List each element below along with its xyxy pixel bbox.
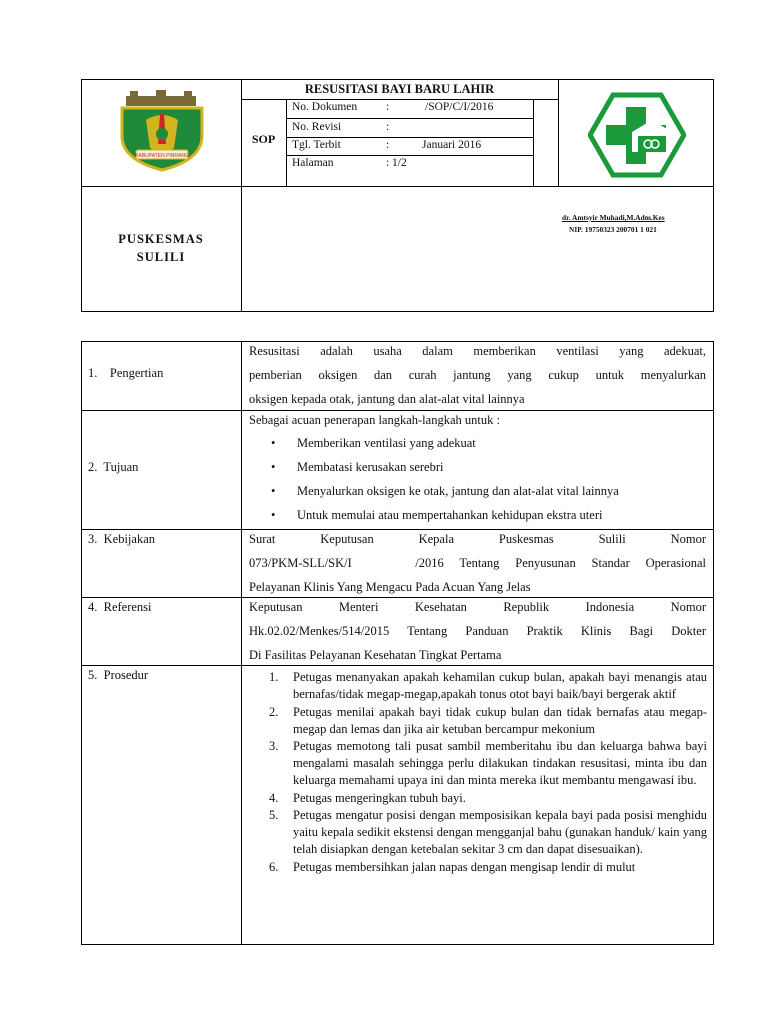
section-number: 5. — [88, 668, 98, 682]
text-line: pemberian oksigen dan curah jantung yang cukup untuk menyalurkan — [249, 368, 706, 382]
list-item — [245, 455, 706, 479]
text-line: Di Fasilitas Pelayanan Kesehatan Tingkat Pertama — [249, 648, 502, 662]
bullet-text: Untuk memulai atau mempertahankan kehidupan ekstra uteri — [297, 508, 603, 522]
prosedur-text — [241, 669, 707, 876]
signer-nip: NIP. 19750323 200701 1 021 — [569, 225, 657, 234]
text-line: Keputusan Menteri Kesehatan Republik Indonesia Nomor — [249, 600, 706, 614]
row-sep: : — [386, 101, 390, 113]
text-line: Resusitasi adalah usaha dalam memberikan ventilasi yang adekuat, — [249, 344, 706, 358]
row-prosedur-label — [88, 668, 148, 683]
step-text: Petugas mengeringkan tubuh bayi. — [293, 790, 466, 805]
section-title: Kebijakan — [103, 532, 155, 546]
row-sep: : — [386, 121, 390, 133]
puskesmas-cross-icon — [588, 92, 686, 178]
bullet-icon: • — [271, 484, 276, 498]
tujuan-text — [249, 409, 706, 527]
step-number: 5. — [269, 808, 279, 822]
text-line: Surat Keputusan Kepala Puskesmas Sulili Nomor — [249, 532, 706, 546]
tujuan-intro: Sebagai acuan penerapan langkah-langkah untuk : — [249, 413, 500, 427]
referensi-text — [249, 595, 706, 667]
step-number: 3. — [269, 739, 279, 753]
text-line: oksigen kepada otak, jantung dan alat-alat vital lainnya — [249, 392, 525, 406]
section-title: Tujuan — [103, 460, 139, 474]
section-title: Prosedur — [103, 668, 149, 682]
step-text: Petugas memotong tali pusat sambil memberitahu ibu dan keluarga bahwa bayi mengalami masalah sehingga perlu dilakukan tindakan resusitasi, minta ibu dan keluarga memahami upaya ini dan minta mereka ikut membantu mengawasi ibu. — [293, 739, 707, 787]
bullet-text: Memberikan ventilasi yang adekuat — [297, 436, 476, 450]
list-item — [245, 431, 706, 455]
list-item — [245, 503, 706, 527]
row-value: Januari 2016 — [422, 139, 482, 151]
step-number: 1. — [269, 670, 279, 684]
row-label: No. Dokumen — [292, 101, 358, 113]
row-label: Halaman — [292, 157, 334, 169]
signer-name: dr. Amtsyir Muhadi,M.Adm.Kes — [562, 213, 665, 222]
section-number: 3. — [88, 532, 98, 546]
list-item — [245, 479, 706, 503]
step-number: 2. — [269, 704, 279, 719]
logo-banner-text: KABUPATEN PINRANG — [135, 153, 189, 159]
section-number: 4. — [88, 600, 98, 614]
row-label: No. Revisi — [292, 121, 342, 133]
step-text: Petugas menilai apakah bayi tidak cukup bulan dan tidak bernafas atau megap-megap dan lemas dan jika air ketuban bercampur mekonium — [293, 704, 707, 736]
section-title: Pengertian — [109, 366, 164, 380]
puskesmas-name — [81, 230, 241, 266]
sop-label: SOP — [251, 132, 276, 146]
sop-title: RESUSITASI BAYI BARU LAHIR — [304, 82, 495, 96]
kebijakan-text — [249, 527, 706, 599]
list-item — [241, 807, 707, 858]
text-line: 073/PKM-SLL/SK/I /2016 Tentang Penyusunan Standar Operasional — [249, 556, 706, 570]
bullet-icon: • — [271, 460, 276, 474]
step-text: Petugas menanyakan apakah kehamilan cukup bulan, apakah bayi menangis atau bernafas/tidak megap-megap,apakah tonus otot bayi baik/bayi bergerak aktif — [293, 670, 707, 701]
row-tujuan-label — [88, 460, 138, 475]
pengertian-text — [249, 339, 706, 411]
step-text: Petugas mengatur posisi dengan memposisikan kepala bayi pada posisi menghidu yaitu kepala sedikit ekstensi dengan mengganjal bahu (gunakan handuk/ kain yang telah disiapkan dengan ketebalan sekitar 3 cm dan dapat disesuaikan). — [293, 808, 707, 856]
step-number: 4. — [269, 790, 279, 805]
row-label: Tgl. Terbit — [292, 139, 341, 151]
puskesmas-line1: PUSKESMAS — [118, 232, 204, 246]
prosedur-steps — [241, 669, 707, 876]
section-number: 2. — [88, 460, 98, 474]
list-item — [241, 859, 707, 876]
row-pengertian-label — [88, 366, 163, 381]
regency-shield-icon — [116, 90, 208, 172]
text-line: Pelayanan Klinis Yang Mengacu Pada Acuan Yang Jelas — [249, 580, 531, 594]
text-line: Hk.02.02/Menkes/514/2015 Tentang Panduan Praktik Klinis Bagi Dokter — [249, 624, 706, 638]
list-item — [241, 738, 707, 789]
row-referensi-label — [88, 600, 152, 615]
row-value: /SOP/C/I/2016 — [425, 101, 494, 113]
step-number: 6. — [269, 859, 279, 874]
bullet-icon: • — [271, 436, 276, 450]
bullet-text: Menyalurkan oksigen ke otak, jantung dan alat-alat vital lainnya — [297, 484, 619, 498]
step-text: Petugas membersihkan jalan napas dengan mengisap lendir di mulut — [293, 859, 636, 874]
section-number: 1. — [88, 366, 98, 380]
row-kebijakan-label — [88, 532, 155, 547]
signer-block — [562, 212, 696, 236]
row-sep: : — [386, 139, 390, 151]
row-sep: : — [386, 157, 390, 169]
list-item — [241, 669, 707, 703]
tujuan-bullet-list — [245, 431, 706, 527]
section-title: Referensi — [103, 600, 152, 614]
bullet-icon: • — [271, 508, 276, 522]
list-item — [241, 704, 707, 738]
puskesmas-line2: SULILI — [136, 250, 186, 264]
row-value: 1/2 — [392, 157, 407, 169]
bullet-text: Membatasi kerusakan serebri — [297, 460, 444, 474]
list-item — [241, 790, 707, 807]
